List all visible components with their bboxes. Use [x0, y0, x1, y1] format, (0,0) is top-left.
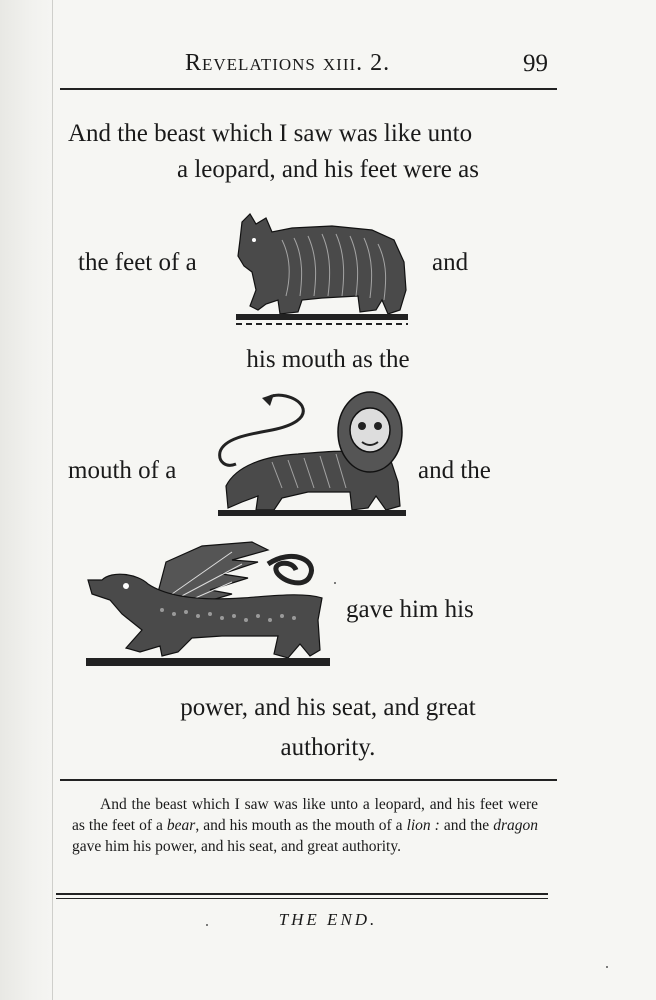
verse-power-line: power, and his seat, and great: [180, 694, 476, 721]
footnote-word-lion: lion :: [406, 817, 440, 834]
footnote-text-1: And the beast which I saw was like unto a leopard, and his feet were as the feet of a: [72, 796, 538, 834]
header-rule: [60, 88, 557, 90]
footnote-text-4: gave him his power, and his seat, and great authority.: [72, 838, 401, 855]
lion-illustration: [212, 392, 412, 522]
end-rule-bottom: [56, 898, 548, 899]
running-head: [60, 50, 556, 86]
end-rule-top: [56, 893, 548, 895]
bear-illustration: [232, 210, 412, 328]
footnote-text-2: , and his mouth as the mouth of a: [195, 817, 407, 834]
colophon: THE END.: [278, 910, 378, 929]
verse-dragon-right: gave him his: [346, 596, 474, 623]
gutter-line: [52, 0, 53, 1000]
verse-authority-line: authority.: [280, 734, 376, 761]
verse-lion-left: mouth of a: [68, 457, 177, 484]
verse-bear-left: the feet of a: [78, 249, 197, 276]
footnote-paragraph: [72, 794, 538, 857]
verse-line-1: And the beast which I saw was like unto: [68, 120, 473, 147]
footnote-word-dragon: dragon: [493, 817, 538, 834]
book-gutter: [0, 0, 56, 1000]
verse-lion-right: and the: [418, 457, 491, 484]
chapter-reference: Revelations xiii. 2.: [185, 50, 391, 76]
page-number: 99: [523, 50, 548, 77]
verse-line-2: a leopard, and his feet were as: [177, 156, 479, 183]
footnote-text-3: and the: [439, 817, 494, 834]
footnote-rule: [60, 779, 557, 781]
print-speck: [206, 924, 208, 926]
print-speck: [334, 582, 336, 584]
verse-mouth-line: his mouth as the: [246, 346, 410, 373]
verse-bear-right: and: [432, 249, 469, 276]
footnote-word-bear: bear: [166, 817, 196, 834]
dragon-illustration: [82, 540, 332, 676]
print-speck: [606, 966, 608, 968]
